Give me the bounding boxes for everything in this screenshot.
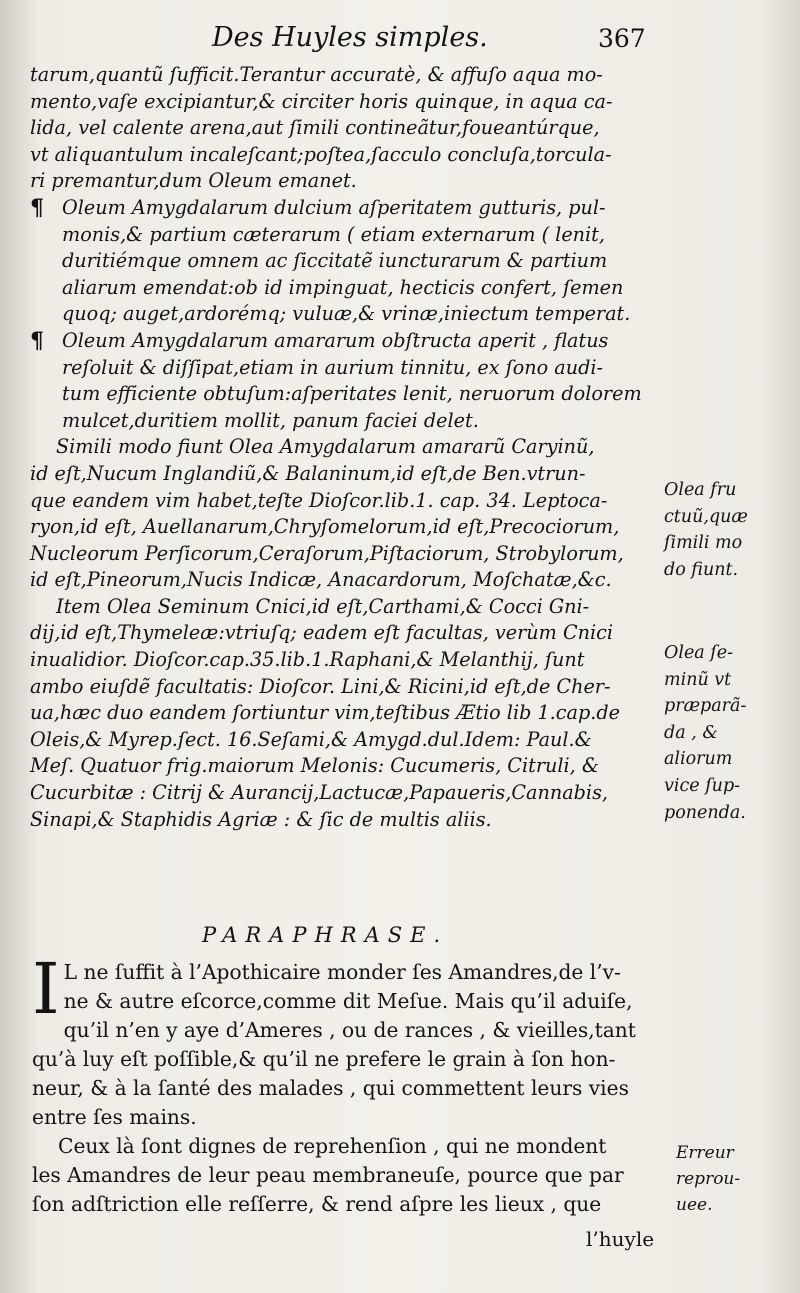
latin-line: Oleis,& Myrep.ſect. 16.Seſami,& Amygd.dul.Idem: Paul.& bbox=[30, 727, 592, 751]
latin-line: Item Olea Seminum Cnici,id eſt,Carthami,& Cocci Gni- bbox=[56, 594, 590, 618]
latin-paragraph bbox=[30, 328, 665, 434]
french-line: qu’à luy eſt poſſible,& qu’il ne prefere le grain à ſon hon- bbox=[32, 1047, 616, 1071]
latin-line: Oleum Amygdalarum amararum obſtructa aperit , flatus bbox=[62, 328, 609, 352]
latin-paragraph bbox=[30, 434, 665, 594]
latin-line: Sinapi,& Staphidis Agriæ : & ſic de multis aliis. bbox=[30, 807, 492, 831]
latin-line: Cucurbitæ : Citrij & Aurancij,Lactucæ,Papaueris,Cannabis, bbox=[30, 781, 609, 805]
latin-line: ambo eiuſdẽ facultatis: Dioſcor. Lini,& Ricini,id eſt,de Cher- bbox=[30, 674, 611, 698]
margin-note-line: uee. bbox=[676, 1195, 713, 1215]
pilcrow-mark: ¶ bbox=[30, 194, 44, 221]
section-heading: PARAPHRASE. bbox=[202, 923, 449, 947]
margin-note-line: do fiunt. bbox=[664, 559, 739, 580]
margin-note-line: vice ſup- bbox=[664, 775, 741, 796]
french-line: entre ſes mains. bbox=[32, 1105, 197, 1129]
latin-line: lida, vel calente arena,aut ſimili contineãtur,foueantúrque, bbox=[30, 116, 600, 140]
latin-line: Meſ. Quatuor frig.maiorum Melonis: Cucumeris, Citruli, & bbox=[30, 754, 599, 778]
latin-line: Oleum Amygdalarum dulcium aſperitatem gutturis, pul- bbox=[62, 195, 606, 219]
latin-line: ua,hæc duo eandem ſortiuntur vim,teſtibus Ætio lib 1.cap.de bbox=[30, 701, 620, 725]
latin-line: reſoluit & diſſipat,etiam in aurium tinnitu, ex ſono audi- bbox=[62, 355, 603, 379]
page-number: 367 bbox=[598, 24, 646, 53]
latin-text-body bbox=[30, 62, 665, 833]
margin-note-line: da , & bbox=[664, 722, 718, 743]
latin-line: tum efficiente obtuſum:aſperitates lenit, neruorum dolorem bbox=[62, 382, 642, 406]
latin-line: dij,id eſt,Thymeleæ:vtriuſq; eadem eſt facultas, verùm Cnici bbox=[30, 621, 613, 645]
latin-line: id eſt,Nucum Inglandiũ,& Balaninum,id eſt,de Ben.vtrun- bbox=[30, 461, 586, 485]
french-line: ne & autre eſcorce,comme dit Meſue. Mais qu’il aduiſe, bbox=[63, 989, 633, 1013]
margin-note-erreur bbox=[676, 1140, 800, 1218]
latin-line: quoq; auget,ardorémq; vuluæ,& vrinæ,iniectum temperat. bbox=[62, 302, 631, 326]
french-paragraph bbox=[32, 948, 667, 1132]
latin-paragraph bbox=[30, 62, 665, 195]
latin-line: ri premantur,dum Oleum emanet. bbox=[30, 169, 357, 193]
latin-line: monis,& partium cæterarum ( etiam externarum ( lenit, bbox=[62, 222, 605, 246]
margin-note-line: ctuũ,quæ bbox=[664, 506, 748, 527]
latin-line: Nucleorum Perſicorum,Ceraſorum,Piſtaciorum, Strobylorum, bbox=[30, 541, 624, 565]
margin-note-line: præparã- bbox=[664, 696, 747, 717]
catchword: l’huyle bbox=[586, 1227, 655, 1251]
latin-line: Simili modo fiunt Olea Amygdalarum amararũ Caryinũ, bbox=[56, 435, 595, 459]
latin-paragraph bbox=[30, 594, 665, 833]
margin-note-line: reprou- bbox=[676, 1169, 741, 1189]
latin-line: tarum,quantũ ſufficit.Terantur accuratè, & affuſo aqua mo- bbox=[30, 63, 603, 86]
margin-note-line: ſimili mo bbox=[664, 533, 743, 554]
margin-note-line: ponenda. bbox=[664, 802, 746, 823]
running-title: Des Huyles simples. bbox=[212, 22, 488, 53]
latin-line: que eandem vim habet,teſte Dioſcor.lib.1. cap. 34. Leptoca- bbox=[30, 488, 608, 512]
french-line: qu’il n’en y aye d’Ameres , ou de rances , & vieilles,tant bbox=[63, 1018, 636, 1042]
margin-note-line: Olea ſe- bbox=[664, 643, 734, 663]
latin-line: mento,vaſe excipiantur,& circiter horis quinque, in aqua ca- bbox=[30, 89, 613, 113]
latin-line: vt aliquantulum incaleſcant;poſtea,ſacculo concluſa,torcula- bbox=[30, 142, 612, 166]
french-text-body bbox=[32, 948, 667, 1219]
latin-line: ryon,id eſt, Auellanarum,Chryſomelorum,id eſt,Precociorum, bbox=[30, 515, 620, 539]
latin-line: aliarum emendat:ob id impinguat, hecticis confert, ſemen bbox=[62, 275, 624, 299]
french-line: L ne ſuffit à l’Apothicaire monder ſes Amandres,de l’v- bbox=[63, 960, 621, 984]
margin-note-olea-fructuum bbox=[664, 477, 794, 583]
latin-paragraph bbox=[30, 195, 665, 328]
pilcrow-mark: ¶ bbox=[30, 327, 44, 354]
french-line: ſon adſtriction elle reſſerre, & rend aſpre les lieux , que bbox=[32, 1192, 602, 1216]
latin-line: id eſt,Pineorum,Nucis Indicæ, Anacardorum, Moſchatæ,&c. bbox=[30, 568, 612, 592]
margin-note-line: Olea fru bbox=[664, 480, 737, 500]
page-header bbox=[0, 22, 800, 62]
french-line: Ceux là ſont dignes de reprehenſion , qui ne mondent bbox=[58, 1134, 607, 1158]
margin-note-line: Erreur bbox=[676, 1143, 734, 1163]
drop-capital: I bbox=[32, 948, 60, 1030]
margin-note-olea-seminum bbox=[664, 640, 794, 826]
margin-note-line: aliorum bbox=[664, 749, 733, 770]
french-line: neur, & à la ſanté des malades , qui commettent leurs vies bbox=[32, 1076, 629, 1100]
latin-line: mulcet,duritiem mollit, panum faciei delet. bbox=[62, 408, 479, 432]
french-paragraph bbox=[32, 1132, 667, 1219]
margin-note-line: minũ vt bbox=[664, 669, 732, 690]
latin-line: duritiémque omnem ac ſiccitatẽ iuncturarum & partium bbox=[62, 249, 608, 273]
french-line: les Amandres de leur peau membraneuſe, pource que par bbox=[32, 1163, 624, 1187]
latin-line: inualidior. Dioſcor.cap.35.lib.1.Raphani,& Melanthij, ſunt bbox=[30, 648, 585, 672]
